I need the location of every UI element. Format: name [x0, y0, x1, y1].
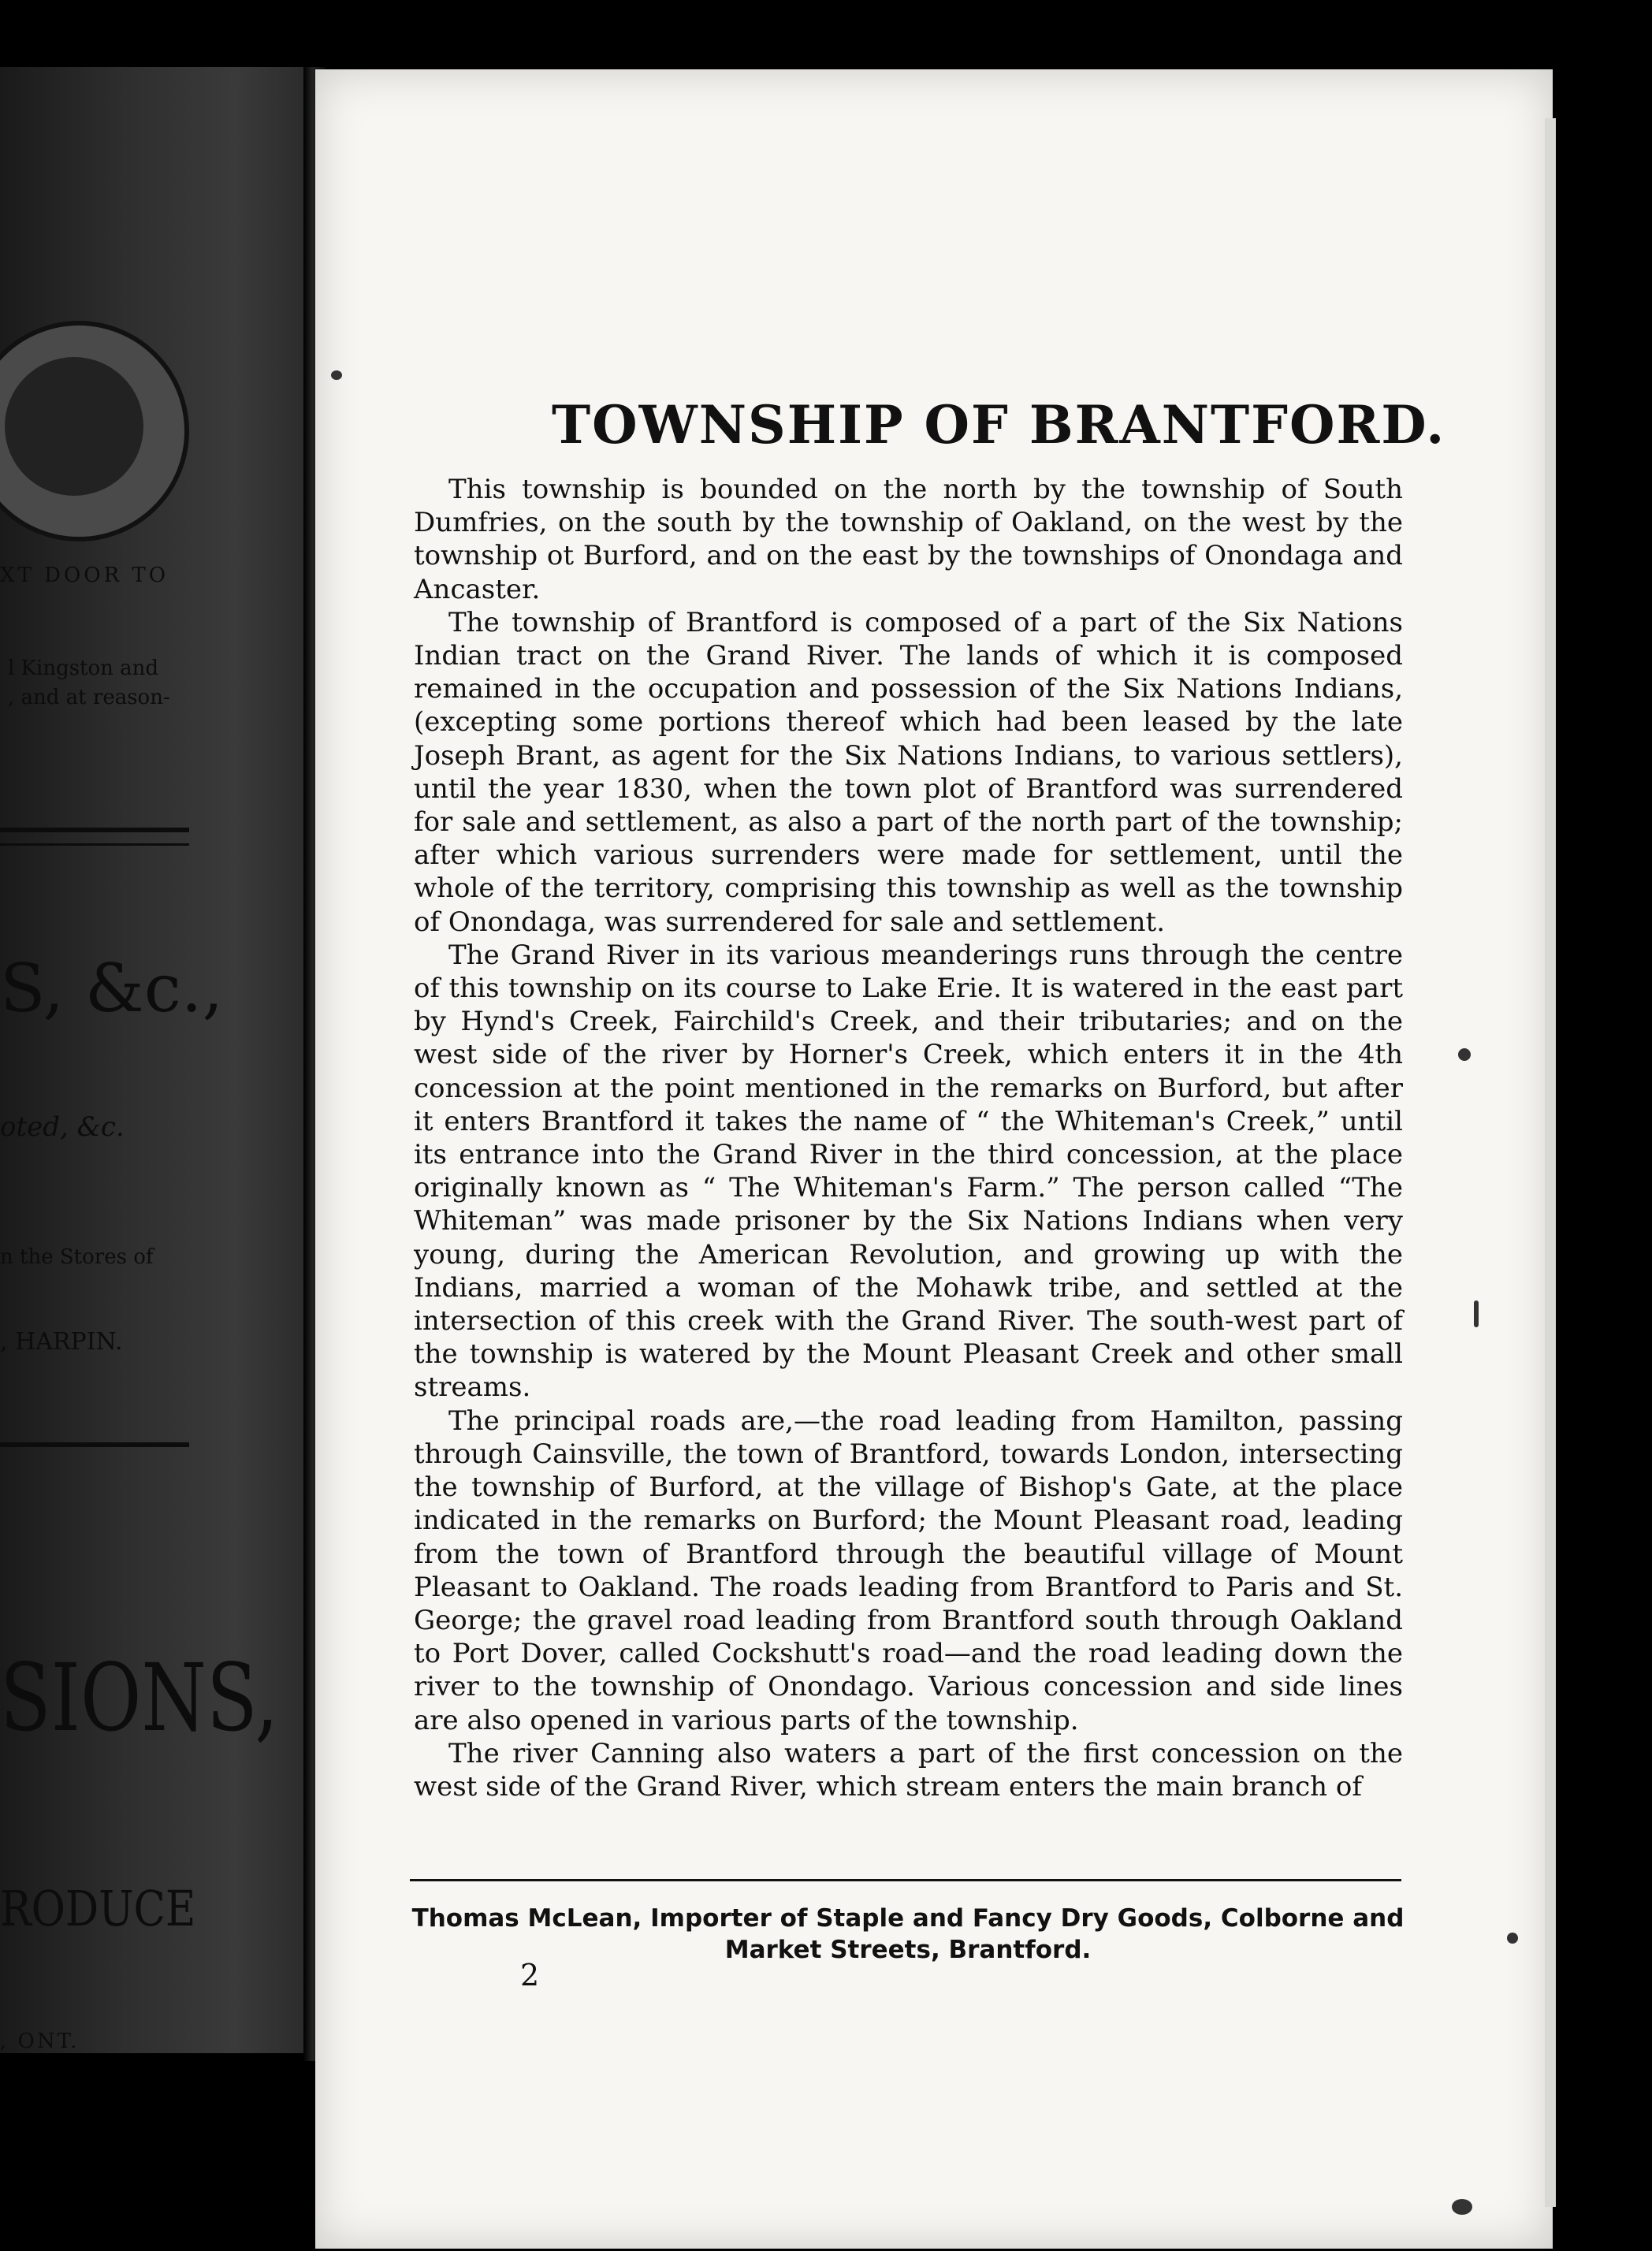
facing-page-fragment: XT DOOR TO [0, 564, 169, 587]
scan-speck [1458, 1048, 1471, 1061]
facing-page-fragment: , HARPIN. [0, 1328, 123, 1356]
facing-page-fragment: , ONT. [0, 2030, 80, 2053]
scan-speck [1474, 1300, 1479, 1327]
facing-page-fragment: RODUCE [0, 1880, 196, 1937]
facing-page-fragment: oted, &c. [0, 1111, 125, 1143]
facing-page-fragment: SIONS, [0, 1643, 279, 1752]
facing-page [0, 67, 314, 2053]
advertisement-footer: Thomas McLean, Importer of Staple and Fancy Dry Goods, Colborne and Market Streets, Brantford. [411, 1904, 1405, 1964]
facing-page-fragment: S, &c., [0, 950, 224, 1027]
paragraph: The township of Brantford is composed of a part of the Six Nations Indian tract on the Grand River. The lands of which it is composed remained in the occupation and possession of the Six Nations Indians, (excepting some portions thereof which had been leased by the late Joseph Brant, as agent for the Six Nations Indians, to various settlers), until the year 1830, when the town plot of Brantford was surrendered for sale and settlement, as also a part of the north part of the township; after which various surrenders were made for settlement, until the whole of the territory, comprising this township as well as the township of Onondaga, was surrendered for sale and settlement. [414, 606, 1403, 938]
facing-page-fragment: l Kingston and [8, 657, 159, 680]
paragraph: The river Canning also waters a part of the first concession on the west side of the Grand River, which stream enters the main branch of [414, 1737, 1403, 1803]
scan-speck [1452, 2199, 1472, 2215]
footer-rule [410, 1879, 1401, 1881]
page-number: 2 [520, 1958, 540, 1992]
paragraph: The Grand River in its various meanderings runs through the centre of this township on its course to Lake Erie. It is watered in the east part by Hynd's Creek, Fairchild's Creek, and their tributaries; and on the west side of the river by Horner's Creek, which enters it in the 4th concession at the point mentioned in the remarks on Burford, but after it enters Brantford it takes the name of “ the Whiteman's Creek,” until its entrance into the Grand River in the third concession, at the place originally known as “ The Whiteman's Farm.” The person called “The Whiteman” was made prisoner by the Six Nations Indians when very young, during the American Revolution, and growing up with the Indians, married a woman of the Mohawk tribe, and settled at the intersection of this creek with the Grand River. The south-west part of the township is watered by the Mount Pleasant Creek and other small streams. [414, 939, 1403, 1404]
page-title: TOWNSHIP OF BRANTFORD. [552, 394, 1446, 456]
scan-speck [1507, 1933, 1518, 1944]
paragraph: The principal roads are,—the road leading from Hamilton, passing through Cainsville, the town of Brantford, towards London, intersecting the township of Burford, at the village of Bishop's Gate, at the place indicated in the remarks on Burford; the Mount Pleasant road, leading from the town of Brantford through the beautiful village of Mount Pleasant to Oakland. The roads leading from Brantford to Paris and St. George; the gravel road leading from Brantford south through Oakland to Port Dover, called Cockshutt's road—and the road leading down the river to the township of Onondago. Various concession and side lines are also opened in various parts of the township. [414, 1405, 1403, 1736]
scan-speck [331, 370, 342, 380]
portrait-medallion [0, 321, 189, 541]
facing-page-fragment: , and at reason- [8, 686, 170, 709]
page-body [414, 473, 1403, 1803]
page-edge [1545, 118, 1556, 2207]
facing-page-fragment: n the Stores of [0, 1245, 154, 1269]
paragraph: This township is bounded on the north by the township of South Dumfries, on the south by the township of Oakland, on the west by the township ot Burford, and on the east by the townships of Onondaga and Ancaster. [414, 474, 1403, 605]
